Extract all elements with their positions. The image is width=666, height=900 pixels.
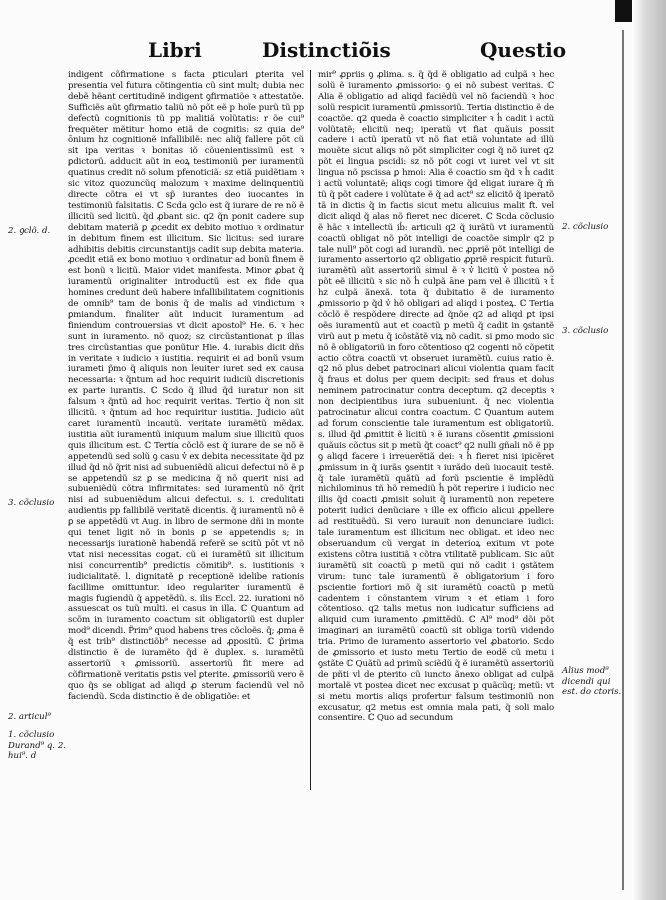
margin-note-left: 2. articul⁹ (8, 712, 51, 722)
margin-note-right: 3. cõclusio (562, 326, 609, 336)
margin-note-left: 3. cõclusio (8, 498, 55, 508)
margin-note-right: Alius mod⁹ dicendi qui est. do ctoris. (562, 666, 622, 697)
header-right: Questio (480, 38, 567, 62)
header-center: Distinctiõis (262, 38, 391, 62)
running-header (0, 38, 632, 66)
page-fold-line (622, 30, 624, 890)
margin-note-right: 2. cõclusio (562, 222, 609, 232)
margin-note-left: 2. ꝯclõ. d. (8, 226, 51, 236)
header-left: Libri (148, 38, 202, 62)
column-rule (310, 70, 311, 790)
left-text-column (68, 70, 304, 840)
right-column-text: mir⁹ ꝓpriis ꝯ ꝓlima. s. q̃ q̃d ẽ obligatio ad culpã ꝛ hec solũ ẽ iuramento ꝓmissorio: ꝯ ei nõ subest veritas. ℂ Alia ẽ obligatio ad aliqd faciẽdũ vel nõ faciendũ ꝛ hoc solũ respicit iuramentũ ꝓmissoriũ. Tertia distinctio ẽ de coactõe. q2 queda ẽ coactio simpliciter ꝛ h̓ cadit i actũ volũtatẽ; elicitũ neq; iperatũ vt fiat quãuis possit cadere i actũ iperatũ vt nõ fiat etiã voluntate ad illũ mouẽte sicut aliqs nõ põt simpliciter cogi q̃ nõ iuret q2 põt ei lingua pscidi: sz nõ põt cogi vt iuret vel vt sit lingua nõ pscissa ꝑ hmoi: Alia ẽ coactio sm q̃d ꝛ h̓ cadit i actũ voluntatẽ; aliqs cogi timore q̃d eligat iurare q̃ m̃ tũ q̃ põt cadere i volũtate ẽ q̃ ad act⁹ sz elicitõ q̃ iperatõ tã in dictis q̃ in factis sicut metu alicuius malit ft. vel dicit aliqd q̃ alas nõ fieret nec diceret. ℂ Scda cõclusio ẽ hãc ꝛ intellectũ ib̓: articuli q2 q̃ iurãtũ vt iuramentũ coactũ obligat nõ põt intelligi de coactõe simplr q2 p tale null⁹ põt cogi ad iurandũ. nec ꝓpriẽ põt intelligi de iuramento assertorio q2 obligatio ꝓpriẽ respicit futurũ. iuramẽtũ aũt assertoriũ simul ẽ ꝛ v̓ licitũ v̓ postea nõ põt eẽ illicitũ ꝛ sic nõ h̓ culpã āne pam vel ẽ illicitũ ꝛ t̃ hz culpã ãnexã. tota q̃ dubitatio ẽ de iuramento ꝓmissorio p q̃d v̓ hõ obligari ad aliqd i posteꝝ. ℂ Tertia cõclõ ẽ respõdere directe ad q̃nõe q2 ad aliqd ꝑt ipsi oẽs iuramentũ aut et coactũ p metũ q̃ cadit in ꝯstantẽ virũ aut p metu q̃ icõstãtẽ viꝝ nõ cadit. si ꝑmo modo sic nõ ẽ obligatoriũ in foro cõtentioso q2 cogenti nõ cõpetit actio cõtra coactũ vt obseruet iuramẽtũ. cuius ratio ẽ. q2 nõ plus debet patrocinari alicui violentia quam facit q̃ fraus et dolus per quem decipit: sed fraus et dolus neminem patrocinatur contra deceptum. q2 deceptis ꝛ non decipientibus iura subueniunt. q̃ nec violentia patrocinatur alicui contra coactum. ℂ Quantum autem ad forum conscientie tale iuramentum est obligatoriũ. s. illud q̃d ꝓmittit ẽ licitũ ꝛ ẽ iurans cõsentit ꝓmissioni quãuis cõctus sit p metũ q̃t coact⁹ q2 nulli gñali nõ ẽ pp ꝯ aliqd facere i irreuerẽtiã dei: ꝛ h̓ fieret nisi ipicẽret ꝓmissum in q̃ iurãs ꝯsentit ꝛ iurãdo deũ iuocauit testẽ. q̃ tale iuramẽtũ quãtũ ad forũ pscientie ẽ implẽdũ nichilominus tñ hõ remediũ h̓ põt reperire i iudicio nec illis q̃d coacti ꝓmisit soluit q̃ iuramentũ non repetere poterit iudici denũciare ꝛ ille ex officio alicui ꝓpellere ad restituẽdũ. Si vero iurauit non denunciare iudici: tale iuramentum est illicitum nec obligat. et ideo nec obseruandum cũ vergat in deterioꝝ exitum vt pote existens cõtra iustitiã ꝛ cõtra vtilitatẽ publicam. Sic aũt iuramẽtũ sit coactũ p metũ qui nõ cadit i ꝯstãtem virum: tunc tale iuramentũ ẽ obligatorium i foro pscientie fortiori mõ q̃ sit iuramẽtũ coactũ p metũ cadentem i cõnstantem virum ꝛ et etiam i foro cõtentioso. q2 talis metus non iudicatur sufficiens ad aliquid cum iuramento ꝓmittẽdũ. ℂ Al⁹ mod⁹ dõi põt imaginari an iuramẽtũ coactũ sit obliga toriũ videndo tria. Primo de iuramento assertorio vel ꝓbatorio. Scdo de ꝓmissorio et iusto metu Tertio de eodẽ cũ metu i ꝯstãte ℂ Quãtũ ad primũ sciẽdũ q̃ ẽ iuramẽtũ assertoriũ de pñti vl de ꝑterito cũ iuncto ãnexo obligat ad culpã mortalẽ vt postea dicet nec excusat p quãcũq; metũ: vt si metu mortis aliqs profertur falsum testimoniũ non excusatur, q2 metus est omnia mala pati, q̃ soli malo consentire. ℂ Quo ad secundum (318, 70, 554, 724)
left-column-text: indigent cõfirmatione s facta ꝑticulari ꝑterita vel presentia vel futura cõtingentia cũ sint mult; dubia nec debẽ hẽant certitudinẽ indigent ꝯfirmatiõe ꝛ attestatõe. Sufficiẽs aũt ꝯfirmatio taliũ nõ põt eẽ p hoĩe purũ tũ pp defectũ cognitionis tũ pp malitiã volũtatis: r õe cui⁹ frequẽter mẽtitur homo etiã de cognitis: sz quia de⁹ ōnium hz cognitionẽ infallibilẽ: nec aliq̃ fallere pōt cũ sit ipa veritas ꝛ bonitas iõ cõuenientissimũ est ꝛ ꝑdictorũ. adducit aũt in eoꝝ testimoniũ per iuramentũ quatinus credit nõ solum pfenoticiã: sz etiã puidẽtiam ꝛ sic vitoz quozuncũq malozum ꝛ maxime delinquentiũ directe cõtra ei vt sp̃ iurantes deo iuocantes in testimoniũ falsitatis. ℂ Scda ꝯclo est q̃ iurare de re nõ ẽ illicitũ sed licitũ. q̃d ꝓbant sic. q2 q̃n ponit cadere sup debitam materiã ꝑ ꝓcedit ex debito motiuo ꝛ ordinatur in debitum finem est illicitum. Sic licitus: sed iurare adhibitis debitis circunstantijs cadit sup debita materia. ꝓcedit etiã ex bono motiuo ꝛ ordinatur ad bonũ finem ẽ est bonũ ꝛ licitũ. Maior videt manifesta. Minor ꝓbat q̃ iuramentũ originaliter introductũ est ex fide qua homines credunt deũ habere infallibilitatem cognitionis de omnib⁹ tam de bonis q̃ de malis ad vindictum ꝛ ꝑmiandum. finaliter aũt inducit iuramentum ad finiendum controuersias vt dicit apostol⁹ He. 6. ꝛ hec sunt in iuramento. nõ quoz; sz circũstantionat p illas tres circũstantias que ponũtur Hie. 4. iurabis dicit dñs in veritate ꝛ iudicio ꝛ iustitia. requirit ei ad bonũ vsum iurameti p̃mo q̃ aliquis non leuiter iuret sed ex causa necessaria: ꝛ q̃ntum ad hoc requirit iudiciũ discretionis ex parte iurantis. ℂ Scdo q̃ illud q̃d iuratur non sit falsum ꝛ q̃ntũ ad hoc requirit veritas. Tertio q̃ non sit illicitũ. ꝛ q̃ntum ad hoc requiritur iustitia. Judicio aũt caret iuramentũ incautũ. veritate iuramẽtũ mẽdax. iustitia aũt iuramentũ iniquum malum siue illicitũ quos quis illicitum est. ℂ Tertia cõclõ est q̃ iurare de se nõ ẽ appetendũ sed solũ ꝯ casu v̓ ex debita necessitate q̃d pz illud q̃d nõ q̃rit nisi ad subueniẽdũ alicui defectui nõ ẽ ꝑ se appetendũ sz ꝑ se medicina q̃ nõ querit nisi ad subueniẽdũ cõtra infirmitates: sed iuramentũ nõ q̃rit nisi ad subueniẽdum alicui defectui. s. i. credulitati audientis pp fallibilẽ veritatẽ dicentis. q̃ iuramentũ nõ ẽ ꝑ se appetẽdũ vt Aug. in libro de sermone dñi in monte qui tenet ligit nõ in bonis ꝑ se appetendis s; in necessarijs iurationẽ habendã referẽ se scitũ pōt vt nõ vtat nisi necessitas cogat. cũ ei iuramẽtũ sit illicitum nisi concurrentib⁹ predictis cõmitib⁹. s. iustitionis ꝛ iudicialitatẽ. l. dignitatẽ ꝑ receptionẽ idelibe rationis facillime omittuntur. ideo regulariter iuramentũ ẽ magis fugiendũ q̃ appetẽdũ. s. ilis Eccl. 22. iurationi nõ assuescat os tuũ multi. ei casus in illa. ℂ Quantum ad scõm in iuramento coactum sit obligatoriũ est dupler mod⁹ dicendi. P̃rim⁹ quod habens tres cõcloẽs. q̃; ꝓma ẽ q̃ est trib⁹ distinctiõb⁹ necesse ad ꝓpositũ. ℂ p̃rima distinctio ẽ de iuramẽto q̃d ẽ duplex. s. iuramẽtũ assertoriũ ꝛ ꝓmissoriũ. assertoriũ fit mere ad cõfirmationẽ veritatis ꝑstis vel ꝑterite. ꝓmissoriũ vero ẽ quo q̃s se obligat ad aliqd ꝓ sterum faciendũ vel nõ faciendũ. Scda distinctio ẽ de obligatiõe: et (68, 70, 304, 702)
page-edge-shadow (632, 0, 666, 900)
right-text-column (318, 70, 554, 800)
margin-note-left: 1. cõclusio Durand⁹ q. 2. hui⁹. d (8, 730, 67, 761)
